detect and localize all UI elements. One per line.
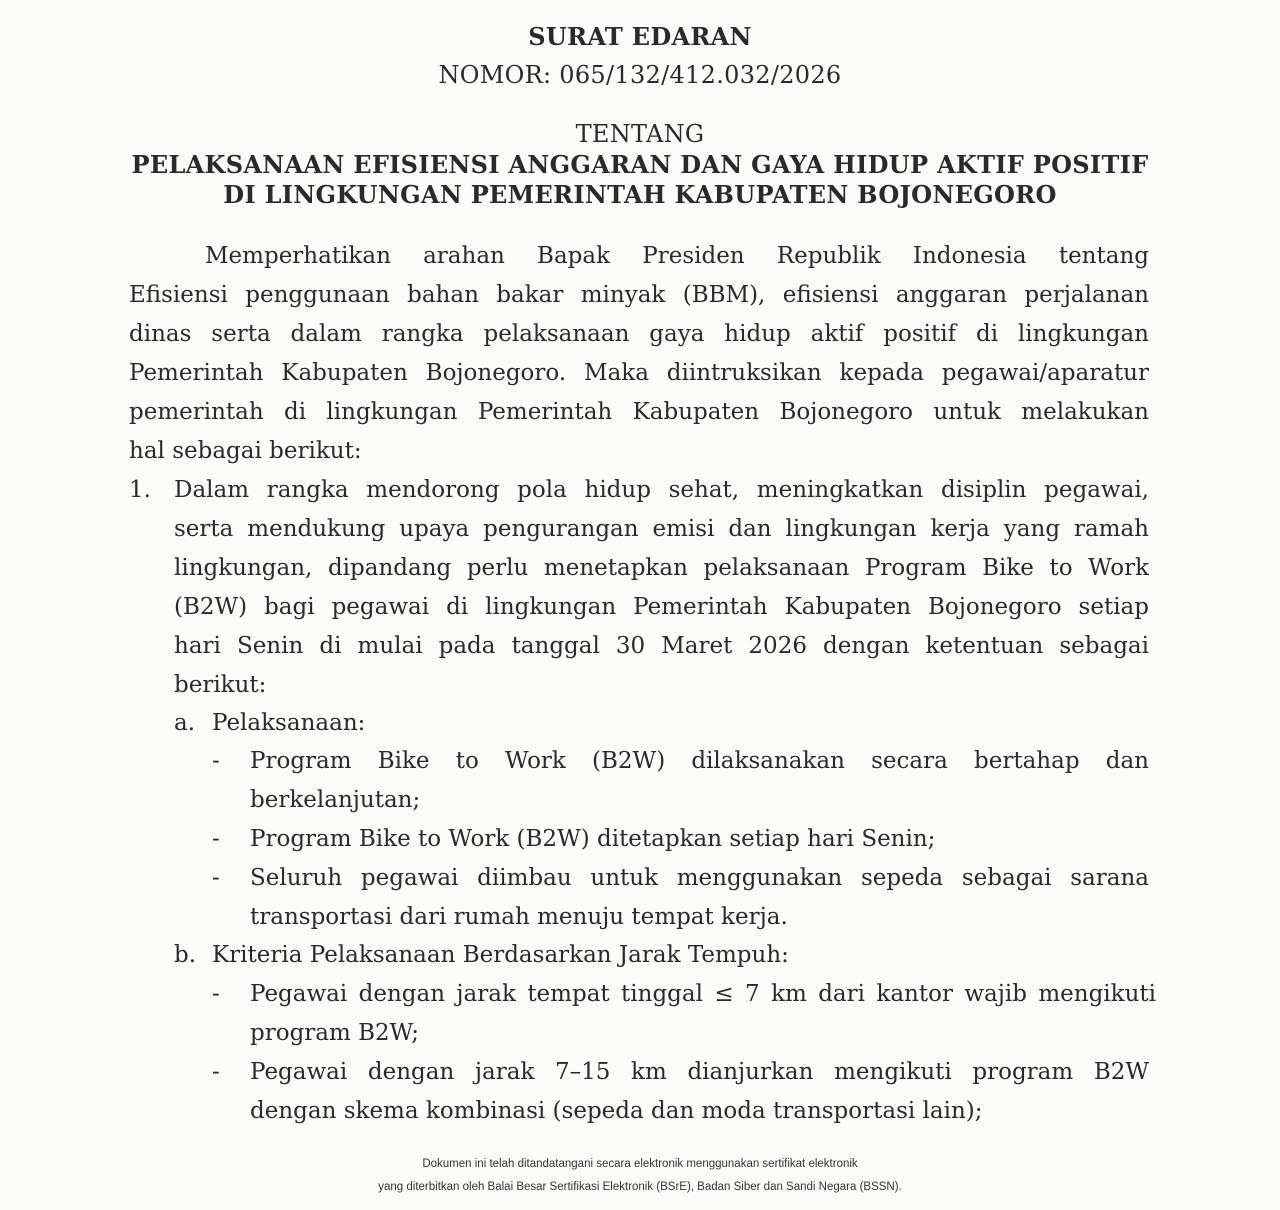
intro-line: dinas serta dalam rangka pelaksanaan gaya hidup aktif positif di lingkungan [129, 321, 1149, 347]
item-1-line: serta mendukung upaya pengurangan emisi dan lingkungan kerja yang ramah [174, 516, 1149, 542]
sub-item-b-label: Kriteria Pelaksanaan Berdasarkan Jarak Tempuh: [212, 942, 789, 968]
item-1-line: Dalam rangka mendorong pola hidup sehat, meningkatkan disiplin pegawai, [174, 477, 1149, 503]
document-number: NOMOR: 065/132/412.032/2026 [438, 61, 842, 89]
item-1-line: berikut: [174, 672, 267, 698]
bullet-dash: - [212, 865, 220, 891]
esign-note-line-1: Dokumen ini telah ditandatangani secara elektronik menggunakan sertifikat elektronik [422, 1158, 858, 1170]
bullet-item [250, 859, 1149, 937]
intro-line: hal sebagai berikut: [129, 438, 362, 464]
about-label: TENTANG [575, 120, 705, 148]
bullet-line: Seluruh pegawai diimbau untuk menggunakan sepeda sebagai sarana [250, 865, 1149, 891]
bullet-dash: - [212, 826, 220, 852]
item-1-paragraph [174, 471, 1149, 705]
bullet-item [250, 742, 1149, 820]
sub-item-a-label: Pelaksanaan: [212, 710, 366, 736]
bullet-item [250, 975, 1156, 1053]
bullet-dash: - [212, 1059, 220, 1085]
bullet-item [250, 1053, 1149, 1131]
item-number: 1. [129, 477, 151, 503]
intro-line: pemerintah di lingkungan Pemerintah Kabupaten Bojonegoro untuk melakukan [129, 399, 1149, 425]
bullet-line: berkelanjutan; [250, 787, 421, 813]
item-1-line: (B2W) bagi pegawai di lingkungan Pemerintah Kabupaten Bojonegoro setiap [174, 594, 1149, 620]
bullet-line: Program Bike to Work (B2W) ditetapkan setiap hari Senin; [250, 826, 936, 852]
bullet-line: transportasi dari rumah menuju tempat kerja. [250, 904, 788, 930]
intro-line: Memperhatikan arahan Bapak Presiden Republik Indonesia tentang [205, 243, 1149, 269]
bullet-line: Pegawai dengan jarak tempat tinggal ≤ 7 km dari kantor wajib mengikuti [250, 981, 1156, 1007]
document-title: SURAT EDARAN [528, 22, 752, 51]
subject-line-1: PELAKSANAAN EFISIENSI ANGGARAN DAN GAYA HIDUP AKTIF POSITIF [131, 150, 1149, 179]
bullet-item [250, 820, 1149, 859]
item-1-line: hari Senin di mulai pada tanggal 30 Maret 2026 dengan ketentuan sebagai [174, 633, 1149, 659]
intro-paragraph [129, 237, 1149, 471]
sub-item-letter: a. [174, 710, 196, 736]
bullet-line: Pegawai dengan jarak 7–15 km dianjurkan mengikuti program B2W [250, 1059, 1149, 1085]
subject-line-2: DI LINGKUNGAN PEMERINTAH KABUPATEN BOJONEGORO [223, 180, 1057, 209]
item-1-line: lingkungan, dipandang perlu menetapkan pelaksanaan Program Bike to Work [174, 555, 1149, 581]
sub-item-letter: b. [174, 942, 197, 968]
intro-line: Pemerintah Kabupaten Bojonegoro. Maka diintruksikan kepada pegawai/aparatur [129, 360, 1149, 386]
bullet-line: program B2W; [250, 1020, 420, 1046]
bullet-dash: - [212, 981, 220, 1007]
bullet-line: Program Bike to Work (B2W) dilaksanakan secara bertahap dan [250, 748, 1149, 774]
esign-note-line-2: yang diterbitkan oleh Balai Besar Sertifikasi Elektronik (BSrE), Badan Siber dan Sandi Negara (BSSN). [378, 1181, 902, 1193]
bullet-dash: - [212, 748, 220, 774]
intro-line: Efisiensi penggunaan bahan bakar minyak (BBM), efisiensi anggaran perjalanan [129, 282, 1149, 308]
bullet-line: dengan skema kombinasi (sepeda dan moda transportasi lain); [250, 1098, 983, 1124]
